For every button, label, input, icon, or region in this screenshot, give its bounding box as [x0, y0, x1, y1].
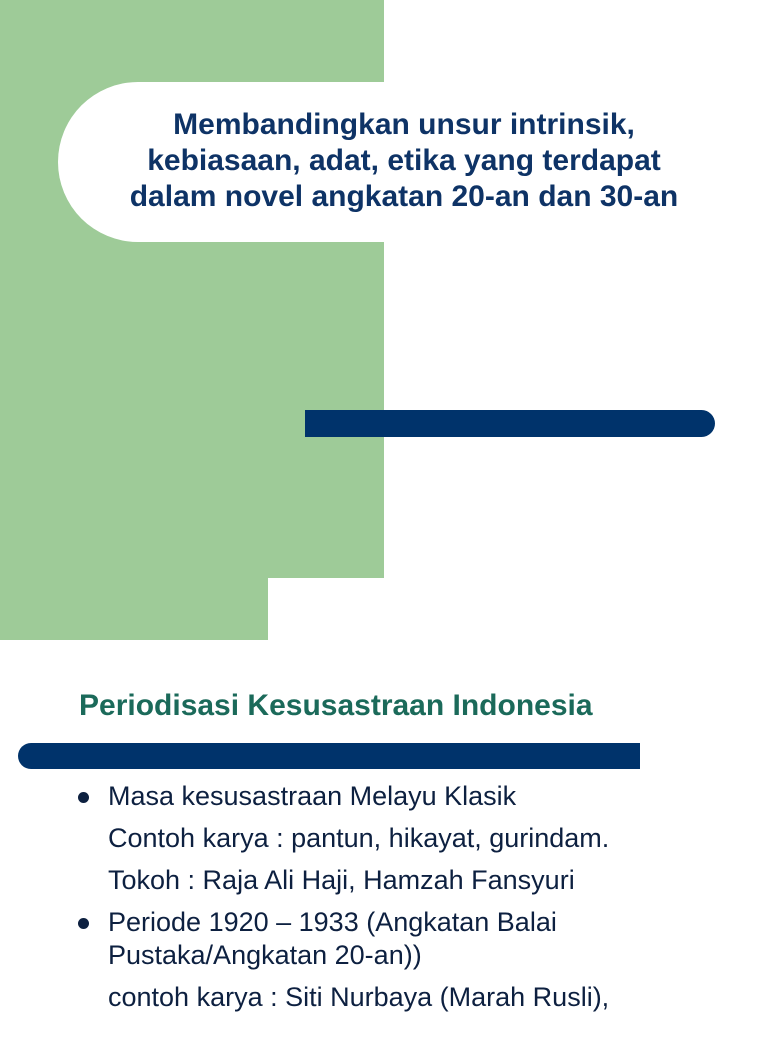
decorative-navy-bar-bottom: [18, 743, 640, 769]
bullet-dot-icon: [78, 918, 89, 929]
bullet-text: Masa kesusastraan Melayu Klasik: [108, 781, 517, 811]
bullet-list: [74, 780, 754, 1014]
green-background-step: [0, 578, 268, 640]
decorative-navy-bar-top: [305, 410, 715, 437]
bullet-text: Periode 1920 – 1933 (Angkatan Balai: [108, 907, 557, 937]
list-item: [74, 780, 754, 897]
bullet-dot-icon: [78, 792, 89, 803]
bullet-text: Pustaka/Angkatan 20-an)): [108, 940, 422, 970]
slide-title: [70, 107, 738, 215]
bullet-sub-text: Tokoh : Raja Ali Haji, Hamzah Fansyuri: [108, 865, 575, 895]
list-item: [74, 906, 754, 1014]
bullet-sub-text: Contoh karya : pantun, hikayat, gurindam.: [108, 823, 610, 853]
bullet-sub-text: contoh karya : Siti Nurbaya (Marah Rusli),: [108, 982, 610, 1012]
slide-title-line: dalam novel angkatan 20-an dan 30-an: [129, 180, 679, 213]
slide-title-line: kebiasaan, adat, etika yang terdapat: [147, 144, 661, 177]
slide-title-line: Membandingkan unsur intrinsik,: [173, 108, 635, 141]
second-slide-heading: Periodisasi Kesusastraan Indonesia: [79, 689, 593, 722]
